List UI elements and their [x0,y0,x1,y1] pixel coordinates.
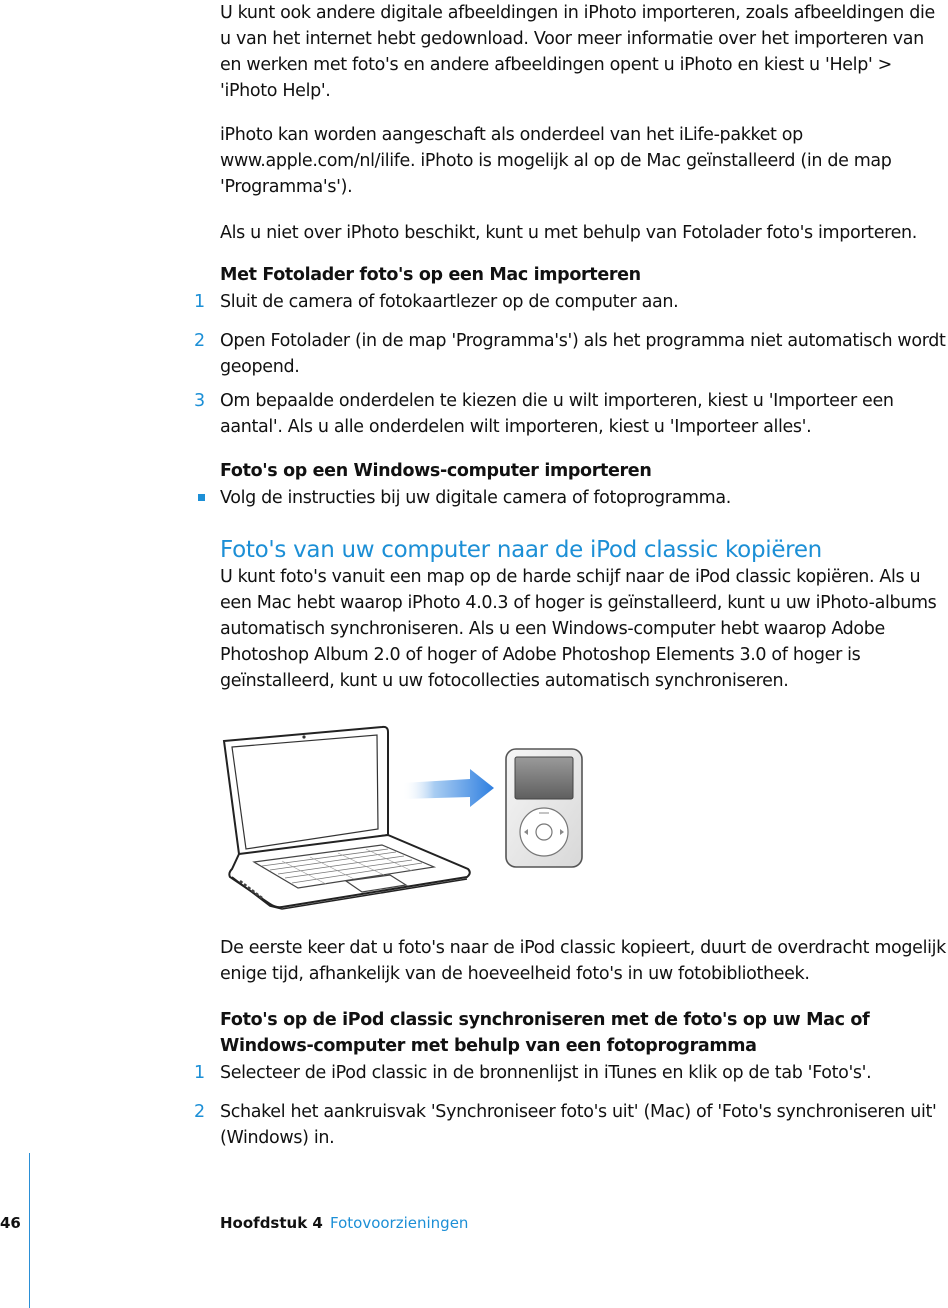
page-number: 46 [0,1214,21,1232]
bullet-square-icon [198,494,205,501]
step-number: 2 [194,1102,206,1122]
transfer-arrow-icon [402,769,494,807]
section-title: Foto's van uw computer naar de iPod classic kopiëren [220,537,822,563]
step-number: 1 [194,292,206,312]
mac-step-3: Om bepaalde onderdelen te kiezen die u wilt importeren, kiest u 'Importeer een aantal'. Als u alle onderdelen wilt importeren, kiest u 'Importeer alles'. [220,391,894,437]
laptop-icon [224,727,470,909]
mac-step-1: Sluit de camera of fotokaartlezer op de computer aan. [220,292,679,312]
footer-divider [29,1153,30,1308]
sync-heading: Foto's op de iPod classic synchroniseren met de foto's op uw Mac of Windows-computer met behulp van een fotoprogramma [220,1010,870,1056]
section-paragraph-2: De eerste keer dat u foto's naar de iPod classic kopieert, duurt de overdracht mogelijk enige tijd, afhankelijk van de hoeveelheid foto's in uw fotobibliotheek. [220,938,946,984]
mac-step-2: Open Fotolader (in de map 'Programma's') als het programma niet automatisch wordt geopend. [220,331,946,377]
windows-bullet-item: Volg de instructies bij uw digitale camera of fotoprogramma. [220,488,731,508]
mac-import-heading: Met Fotolader foto's op een Mac importeren [220,265,641,285]
intro-paragraph-3: Als u niet over iPhoto beschikt, kunt u met behulp van Fotolader foto's importeren. [220,223,917,243]
section-paragraph-1: U kunt foto's vanuit een map op de harde schijf naar de iPod classic kopiëren. Als u een Mac hebt waarop iPhoto 4.0.3 of hoger is geïnstalleerd, kunt u uw iPhoto-albums automatisch synchroniseren. Als u een Windows-computer hebt waarop Adobe Photoshop Album 2.0 of hoger of Adobe Photoshop Elements 3.0 of hoger is geïnstalleerd, kunt u uw fotocollecties automatisch synchroniseren. [220,567,937,691]
illustration-svg [222,717,592,917]
step-number: 1 [194,1063,206,1083]
ipod-icon [506,749,582,867]
windows-import-heading: Foto's op een Windows-computer importeren [220,461,652,481]
footer-chapter-title: Fotovoorzieningen [330,1214,469,1232]
intro-paragraph-1: U kunt ook andere digitale afbeeldingen in iPhoto importeren, zoals afbeeldingen die u van het internet hebt gedownload. Voor meer informatie over het importeren van en werken met foto's en andere afbeeldingen opent u iPhoto en kiest u 'Help' > 'iPhoto Help'. [220,3,935,101]
sync-step-1: Selecteer de iPod classic in de bronnenlijst in iTunes en klik op de tab 'Foto's'. [220,1063,872,1083]
step-number: 2 [194,331,206,351]
footer-chapter: Hoofdstuk 4 [220,1214,323,1232]
intro-paragraph-2: iPhoto kan worden aangeschaft als onderdeel van het iLife-pakket op www.apple.com/nl/ilife. iPhoto is mogelijk al op de Mac geïnstalleerd (in de map 'Programma's'). [220,125,892,197]
step-number: 3 [194,391,206,411]
laptop-to-ipod-illustration [222,717,592,917]
sync-step-2: Schakel het aankruisvak 'Synchroniseer foto's uit' (Mac) of 'Foto's synchroniseren uit' (Windows) in. [220,1102,937,1148]
